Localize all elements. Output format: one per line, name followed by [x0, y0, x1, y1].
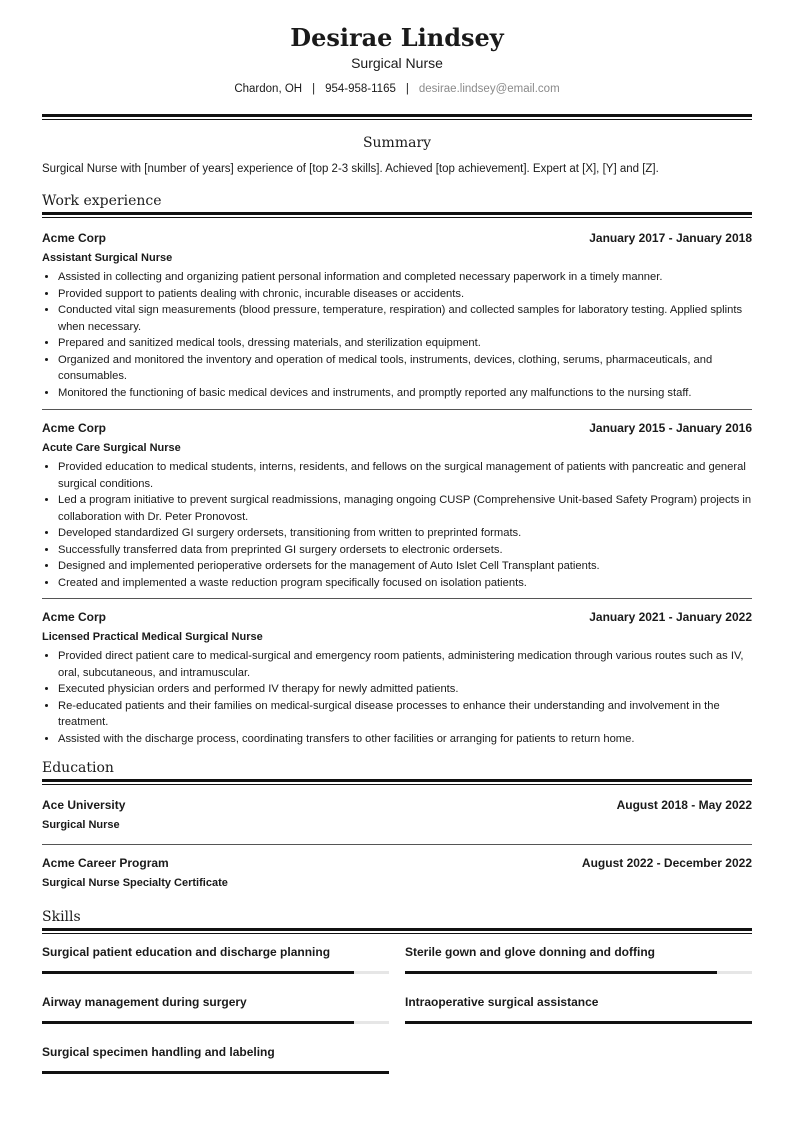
job-entry: [42, 420, 752, 591]
list-item: • Designed and implemented perioperative ordersets for the management of Auto Islet Cell Transplant patients.: [58, 558, 752, 575]
list-item: • Organized and monitored the inventory and operation of medical tools, instruments, devices, clothing, serums, pharmaceuticals, and consumables.: [58, 352, 752, 385]
job-dates: January 2021 - January 2022: [589, 610, 752, 624]
job-header: [42, 609, 752, 625]
summary-heading: Summary: [362, 135, 432, 151]
work-rule: [42, 212, 752, 218]
job-dates: January 2015 - January 2016: [589, 421, 752, 435]
degree: Surgical Nurse: [42, 819, 120, 831]
skill-item: [42, 994, 389, 1044]
school-name: Acme Career Program: [42, 856, 169, 870]
email-link[interactable]: desirae.lindsey@email.com: [418, 83, 560, 95]
skill-level-fill: [405, 1021, 752, 1024]
job-role: Acute Care Surgical Nurse: [42, 442, 181, 454]
education-divider: [42, 844, 752, 845]
skill-level-bar: [405, 971, 752, 974]
list-item: • Assisted in collecting and organizing patient personal information and completed necessary paperwork in a timely manner.: [58, 269, 752, 286]
job-header: [42, 420, 752, 436]
education-entry: [42, 855, 752, 890]
skill-item: [405, 944, 752, 994]
list-item: • Provided support to patients dealing with chronic, incurable diseases or accidents.: [58, 286, 752, 303]
education-heading: Education: [42, 760, 114, 776]
job-bullets: [42, 648, 752, 747]
job-bullets: [42, 459, 752, 591]
skill-level-fill: [42, 1021, 354, 1024]
skill-level-bar: [42, 971, 389, 974]
education-header: [42, 855, 752, 871]
education-rule: [42, 779, 752, 785]
job-role: Assistant Surgical Nurse: [42, 252, 173, 264]
work-heading: Work experience: [42, 193, 162, 209]
job-bullets: [42, 269, 752, 401]
skill-level-fill: [42, 971, 354, 974]
skill-name: Airway management during surgery: [42, 995, 247, 1009]
contact-line: [42, 81, 752, 97]
school-name: Ace University: [42, 798, 126, 812]
education-dates: August 2018 - May 2022: [616, 798, 752, 812]
skill-item: [405, 994, 752, 1044]
list-item: • Developed standardized GI surgery ordersets, transitioning from written to preprinted formats.: [58, 525, 752, 542]
degree: Surgical Nurse Specialty Certificate: [42, 877, 228, 889]
skill-name: Surgical patient education and discharge planning: [42, 945, 331, 959]
skills-rule: [42, 928, 752, 934]
list-item: • Led a program initiative to prevent surgical readmissions, managing ongoing CUSP (Comprehensive Unit-based Safety Program) projects in collaboration with Dr. Peter Pronovost.: [58, 492, 752, 525]
skill-level-fill: [405, 971, 717, 974]
job-entry: [42, 230, 752, 401]
job-company: Acme Corp: [42, 231, 107, 245]
skill-level-bar: [42, 1071, 389, 1074]
job-dates: January 2017 - January 2018: [589, 231, 752, 245]
job-divider: [42, 409, 752, 410]
skill-name: Sterile gown and glove donning and doffing: [405, 945, 655, 959]
skills-grid: [42, 944, 752, 1094]
list-item: • Provided direct patient care to medical-surgical and emergency room patients, administering medication through various routes such as IV, oral, subcutaneous, and intramuscular.: [58, 648, 752, 681]
contact-separator: |: [312, 83, 316, 95]
summary-text: Surgical Nurse with [number of years] experience of [top 2-3 skills]. Achieved [top achievement]. Expert at [X], [Y] and [Z].: [42, 163, 659, 175]
list-item: • Successfully transferred data from preprinted GI surgery ordersets to electronic ordersets.: [58, 542, 752, 559]
location: Chardon, OH: [234, 83, 303, 95]
skill-item: [42, 1044, 389, 1094]
job-entry: [42, 609, 752, 747]
job-company: Acme Corp: [42, 421, 107, 435]
list-item: • Created and implemented a waste reduction program specifically focused on isolation patients.: [58, 575, 752, 592]
list-item: • Re-educated patients and their families on medical-surgical disease processes to enhance their understanding and involvement in the treatment.: [58, 698, 752, 731]
candidate-name: Desirae Lindsey: [290, 23, 504, 52]
phone: 954-958-1165: [325, 83, 396, 95]
skill-level-bar: [405, 1021, 752, 1024]
contact-separator: |: [405, 83, 409, 95]
job-company: Acme Corp: [42, 610, 107, 624]
candidate-title: Surgical Nurse: [351, 55, 443, 71]
skill-name: Intraoperative surgical assistance: [405, 995, 599, 1009]
job-role: Licensed Practical Medical Surgical Nurse: [42, 631, 263, 643]
list-item: • Monitored the functioning of basic medical devices and instruments, and promptly reported any malfunctions to the nursing staff.: [58, 385, 752, 402]
education-entry: [42, 797, 752, 832]
skill-level-bar: [42, 1021, 389, 1024]
education-dates: August 2022 - December 2022: [581, 856, 752, 870]
list-item: • Assisted with the discharge process, coordinating transfers to other facilities or arranging for patients to return home.: [58, 731, 752, 748]
resume-page: [42, 0, 752, 1094]
job-divider: [42, 598, 752, 599]
list-item: • Prepared and sanitized medical tools, dressing materials, and sterilization equipment.: [58, 335, 752, 352]
skill-level-fill: [42, 1071, 389, 1074]
list-item: • Conducted vital sign measurements (blood pressure, temperature, respiration) and collected samples for laboratory testing. Applied splints when necessary.: [58, 302, 752, 335]
job-header: [42, 230, 752, 246]
header-rule: [42, 114, 752, 120]
list-item: • Executed physician orders and performed IV therapy for newly admitted patients.: [58, 681, 752, 698]
skill-item: [42, 944, 389, 994]
skill-name: Surgical specimen handling and labeling: [42, 1045, 275, 1059]
list-item: • Provided education to medical students, interns, residents, and fellows on the surgical management of patients with pancreatic and general surgical conditions.: [58, 459, 752, 492]
skills-heading: Skills: [42, 909, 81, 925]
education-header: [42, 797, 752, 813]
